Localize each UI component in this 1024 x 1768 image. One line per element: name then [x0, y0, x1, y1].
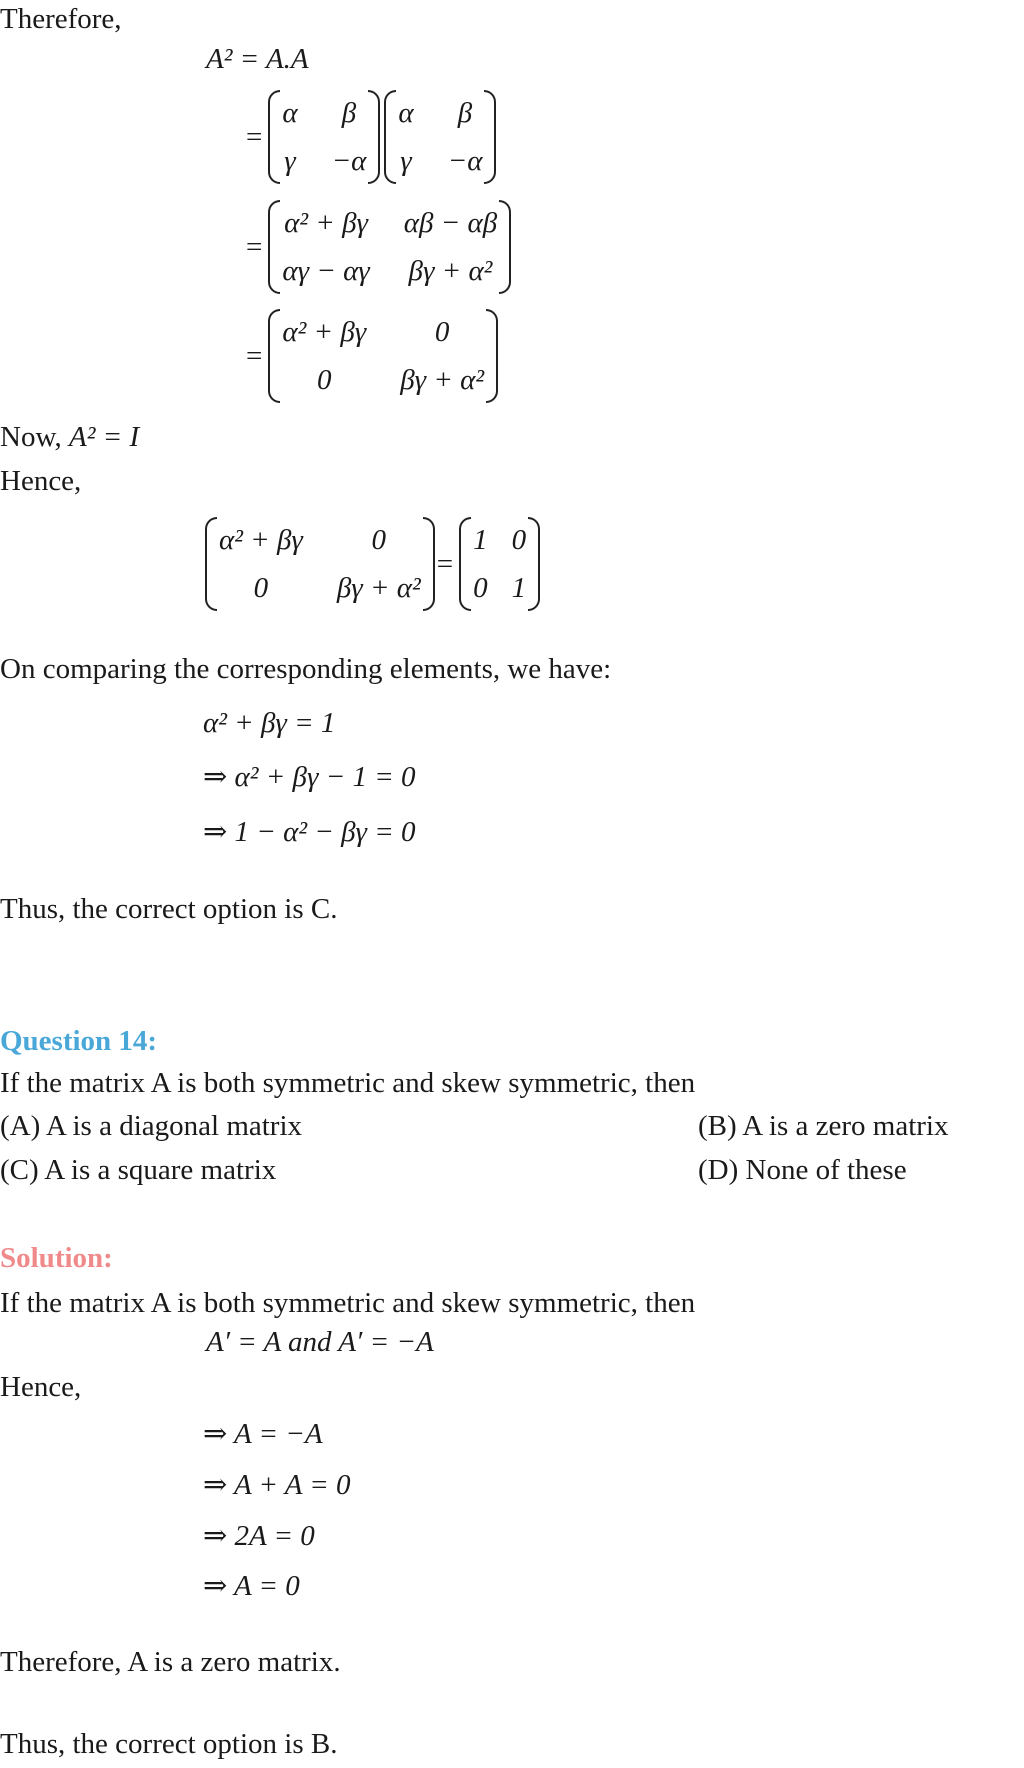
cell: −α: [447, 145, 483, 177]
cell: 0: [434, 316, 450, 348]
now-line: [0, 420, 139, 454]
cell: α² + βγ: [282, 316, 367, 348]
matrix-expanded: [268, 200, 511, 294]
equation-line: ⇒ α² + βγ − 1 = 0: [203, 761, 416, 793]
solution-heading: Solution:: [0, 1242, 113, 1274]
comparing-text: On comparing the corresponding elements, we have:: [0, 653, 612, 685]
cell: αβ − αβ: [403, 207, 498, 239]
cell: 0: [511, 524, 527, 556]
cell: β: [341, 97, 357, 129]
matrix-expanded-step: = α² + βγ αβ − αβ αγ − αγ βγ + α²: [246, 200, 513, 294]
conclusion-b: Thus, the correct option is B.: [0, 1728, 338, 1760]
step-line: ⇒ A = −A: [203, 1418, 323, 1450]
cell: 1: [511, 572, 527, 604]
step-line: ⇒ A + A = 0: [203, 1469, 351, 1501]
equation-line: α² + βγ = 1: [203, 707, 336, 739]
identity-matrix: [459, 517, 540, 611]
equation-line: ⇒ 1 − α² − βγ = 0: [203, 816, 416, 848]
option-a: (A) A is a diagonal matrix: [0, 1110, 303, 1142]
cell: β: [457, 97, 473, 129]
cell: βγ + α²: [400, 364, 485, 396]
matrix-a-right: [384, 90, 496, 184]
option-b: (B) A is a zero matrix: [698, 1110, 949, 1142]
cell: βγ + α²: [408, 255, 493, 287]
cell: βγ + α²: [336, 572, 421, 604]
cell: α: [282, 97, 298, 129]
therefore-text: Therefore,: [0, 3, 122, 35]
cell: α² + βγ: [219, 524, 303, 556]
cell: 0: [473, 572, 488, 604]
conclusion-c: Thus, the correct option is C.: [0, 893, 338, 925]
hence-text: Hence,: [0, 465, 82, 497]
step-line: ⇒ 2A = 0: [203, 1520, 315, 1552]
cell: 0: [371, 524, 387, 556]
given-equations: A′ = A and A′ = −A: [206, 1326, 434, 1358]
cell: −α: [331, 145, 367, 177]
now-label: Now,: [0, 421, 62, 453]
matrix-left: [205, 517, 435, 611]
question-text: If the matrix A is both symmetric and skew symmetric, then: [0, 1067, 696, 1099]
question-heading: Question 14:: [0, 1025, 158, 1057]
cell: α: [398, 97, 414, 129]
matrix-product-step: = α β γ −α α β γ −α: [246, 90, 498, 184]
matrix-simplified-step: = α² + βγ 0 0 βγ + α²: [246, 309, 500, 403]
now-equation: A² = I: [69, 421, 140, 453]
cell: α² + βγ: [284, 207, 368, 239]
cell: γ: [284, 145, 296, 177]
matrix-simplified: [268, 309, 498, 403]
option-d: (D) None of these: [698, 1154, 907, 1186]
cell: 1: [473, 524, 488, 556]
therefore-zero-matrix: Therefore, A is a zero matrix.: [0, 1646, 341, 1678]
identity-comparison: α² + βγ 0 0 βγ + α² = 1 0 0 1: [203, 517, 542, 611]
cell: 0: [253, 572, 269, 604]
cell: 0: [317, 364, 332, 396]
matrix-a-left: [268, 90, 380, 184]
hence-text-2: Hence,: [0, 1371, 82, 1403]
cell: αγ − αγ: [282, 255, 370, 287]
option-c: (C) A is a square matrix: [0, 1154, 277, 1186]
a-squared-equation: A² = A.A: [206, 43, 309, 75]
cell: γ: [400, 145, 412, 177]
solution-text: If the matrix A is both symmetric and skew symmetric, then: [0, 1287, 696, 1319]
step-line: ⇒ A = 0: [203, 1570, 300, 1602]
